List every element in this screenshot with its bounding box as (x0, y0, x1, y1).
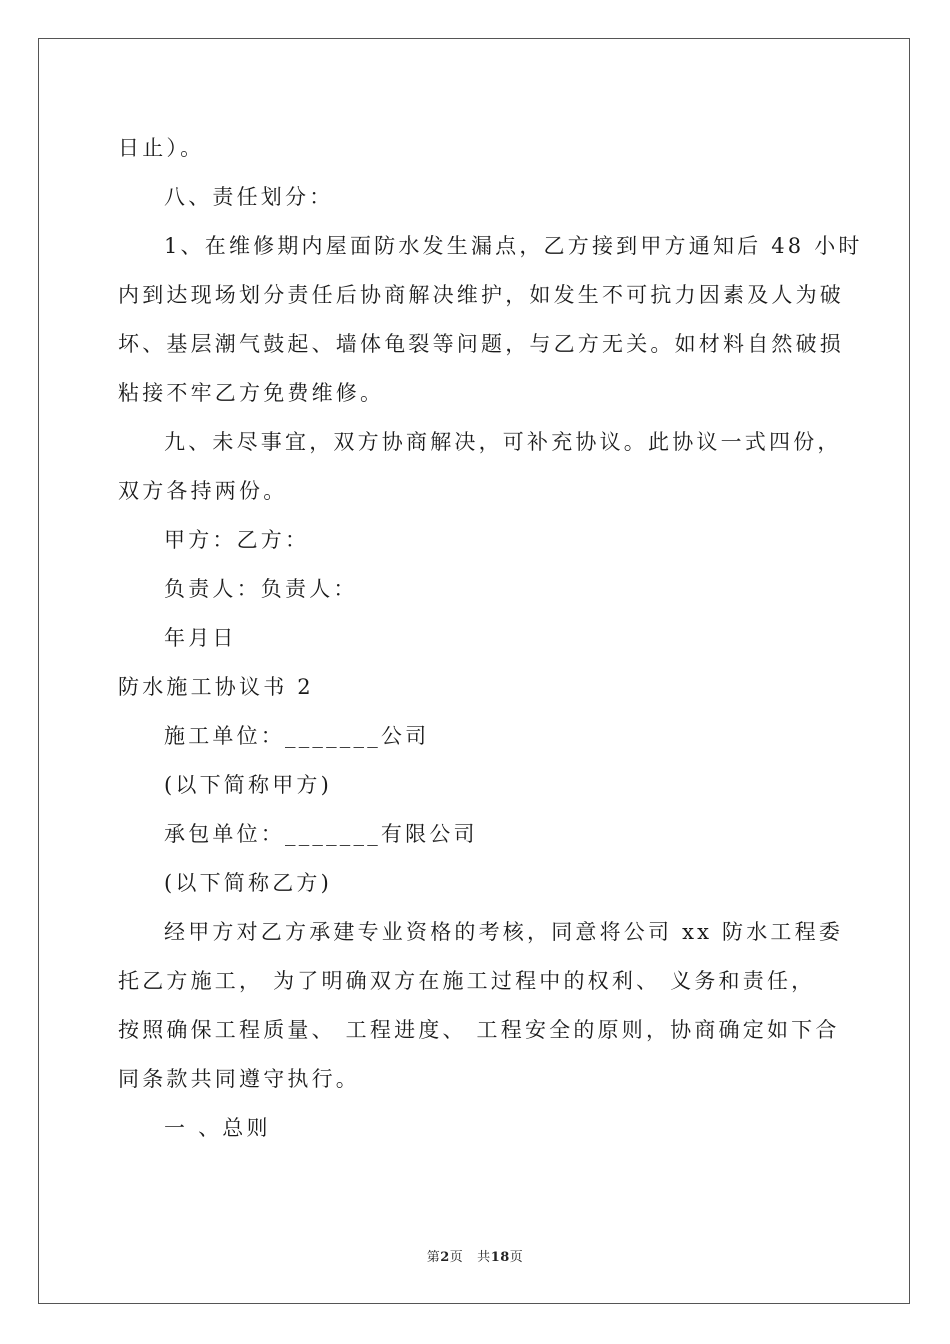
section-heading: 一 、总则 (164, 1116, 271, 1140)
section-heading: 八、责任划分： (164, 185, 334, 209)
text-line: 施工单位：_______公司 (164, 724, 430, 748)
text-line: 坏、基层潮气鼓起、墙体龟裂等问题，与乙方无关。如材料自然破损 (118, 332, 844, 356)
text-line: (以下简称甲方) (164, 773, 332, 797)
page-suffix: 页 (449, 1250, 464, 1265)
signature-date: 年月日 (164, 626, 237, 650)
text-line: 承包单位：_______有限公司 (164, 822, 478, 846)
text-line: 粘接不牢乙方免费维修。 (118, 381, 385, 405)
text-line: 日止）。 (118, 136, 205, 160)
page-footer (0, 1246, 950, 1265)
page-number: 2 (440, 1250, 450, 1265)
text-line: 九、未尽事宜，双方协商解决，可补充协议。此协议一式四份， (164, 430, 842, 454)
text-line: 托乙方施工， 为了明确双方在施工过程中的权利、 义务和责任， (118, 969, 816, 993)
text-line: 双方各持两份。 (118, 479, 288, 503)
text-line: (以下简称乙方) (164, 871, 332, 895)
signature-parties: 甲方：乙方： (164, 528, 310, 552)
signature-responsible: 负责人：负责人： (164, 577, 358, 601)
text-line: 同条款共同遵守执行。 (118, 1067, 360, 1091)
text-line: 1、在维修期内屋面防水发生漏点，乙方接到甲方通知后 48 小时 (164, 234, 863, 258)
page-prefix: 第 (426, 1250, 441, 1265)
total-suffix: 页 (509, 1250, 524, 1265)
total-pages: 18 (490, 1250, 510, 1265)
text-line: 经甲方对乙方承建专业资格的考核，同意将公司 xx 防水工程委 (164, 920, 844, 944)
document-body (118, 124, 863, 1153)
document-title: 防水施工协议书 2 (118, 675, 314, 699)
text-line: 内到达现场划分责任后协商解决维护，如发生不可抗力因素及人为破 (118, 283, 844, 307)
total-prefix: 共 (477, 1250, 491, 1265)
text-line: 按照确保工程质量、 工程进度、 工程安全的原则，协商确定如下合 (118, 1018, 840, 1042)
